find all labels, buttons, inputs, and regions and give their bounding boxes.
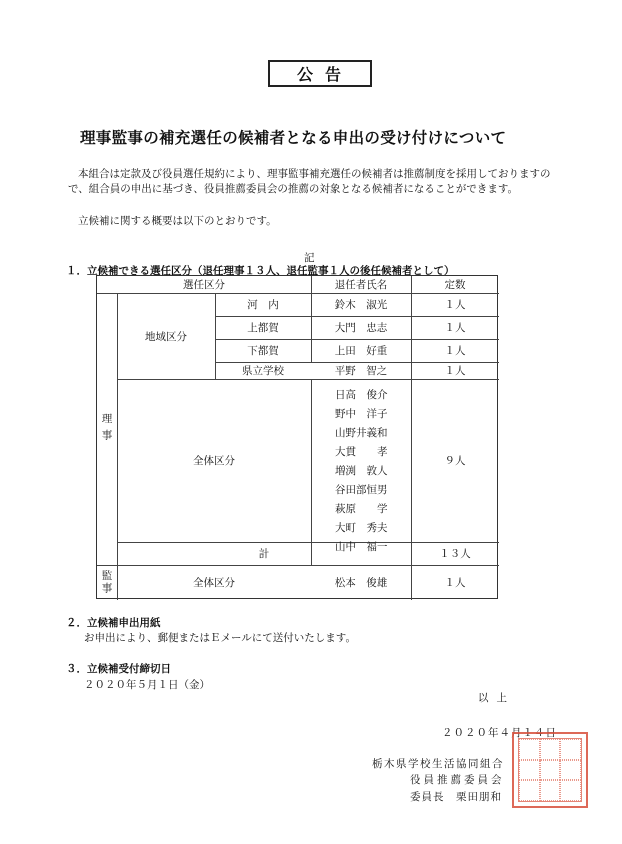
whole-retiree-name: 谷田部恒男 xyxy=(335,484,388,496)
whole-retiree-name: 萩原 学 xyxy=(335,503,388,515)
notice-label: 公告 xyxy=(268,60,372,87)
region-label: 地域区分 xyxy=(145,330,187,343)
whole-retiree-name: 山野井義和 xyxy=(335,427,388,439)
region-quota: １人 xyxy=(444,345,466,357)
ki-mark: 記 xyxy=(304,252,315,264)
auditor-quota: １人 xyxy=(444,577,466,589)
section3-heading: ３．立候補受付締切日 xyxy=(66,663,171,675)
section2-heading: ２．立候補申出用紙 xyxy=(66,617,161,629)
header-quota: 定数 xyxy=(444,279,466,291)
whole-retiree-list xyxy=(311,386,411,557)
region-retiree: 大門 忠志 xyxy=(334,322,388,334)
region-quota: １人 xyxy=(444,365,466,377)
whole-retiree-name: 大貫 孝 xyxy=(335,446,388,458)
auditor-category: 全体区分 xyxy=(193,577,235,589)
org-committee: 役員推薦委員会 xyxy=(410,774,505,786)
section2-body: お申出により、郵便またはＥメールにて送付いたします。 xyxy=(84,632,356,644)
whole-retiree-name: 増渕 敦人 xyxy=(335,465,388,477)
total-label: 計 xyxy=(258,548,270,560)
intro-paragraph-2: 立候補に関する概要は以下のとおりです。 xyxy=(78,215,277,227)
region-name: 河 内 xyxy=(247,299,279,311)
kanji-label: 監事 xyxy=(100,570,113,595)
region-quota: １人 xyxy=(444,299,466,311)
whole-retiree-name: 野中 洋子 xyxy=(335,408,388,420)
total-quota: １３人 xyxy=(439,548,471,560)
region-retiree: 平野 智之 xyxy=(334,365,388,377)
riji-label: 理事 xyxy=(100,412,113,446)
header-category: 選任区分 xyxy=(183,279,225,291)
issue-date: ２０２０年４月１４日 xyxy=(442,727,557,739)
auditor-retiree: 松本 俊雄 xyxy=(334,577,388,589)
region-name: 県立学校 xyxy=(242,365,284,377)
closing-mark: 以上 xyxy=(478,692,515,704)
region-retiree: 鈴木 淑光 xyxy=(334,299,388,311)
org-chair: 委員長 栗田朋和 xyxy=(410,791,502,803)
page-title: 理事監事の補充選任の候補者となる申出の受け付けについて xyxy=(80,129,507,147)
region-name: 下都賀 xyxy=(247,345,279,357)
header-retiree: 退任者氏名 xyxy=(334,279,388,291)
whole-retiree-name: 大町 秀夫 xyxy=(335,522,388,534)
whole-category-label: 全体区分 xyxy=(193,455,235,467)
org-name: 栃木県学校生活協同組合 xyxy=(372,758,504,770)
candidate-table xyxy=(96,275,498,599)
section1-heading: １．立候補できる選任区分（退任理事１３人、退任監事１人の後任候補者として） xyxy=(66,265,455,277)
seal-stamp xyxy=(512,732,588,808)
intro-paragraph-1: 本組合は定款及び役員選任規約により、理事監事補充選任の候補者は推薦制度を採用しておりますので、組合員の申出に基づき、役員推薦委員会の推薦の対象となる候補者になることができます。 xyxy=(68,168,551,195)
whole-retiree-name: 日高 俊介 xyxy=(335,389,388,401)
region-name: 上都賀 xyxy=(247,322,279,334)
whole-retiree-name: 山中 福一 xyxy=(335,541,388,553)
region-retiree: 上田 好重 xyxy=(334,345,388,357)
whole-quota: ９人 xyxy=(444,455,466,467)
region-quota: １人 xyxy=(444,322,466,334)
section3-body: ２０２０年５月１日（金） xyxy=(84,679,210,691)
